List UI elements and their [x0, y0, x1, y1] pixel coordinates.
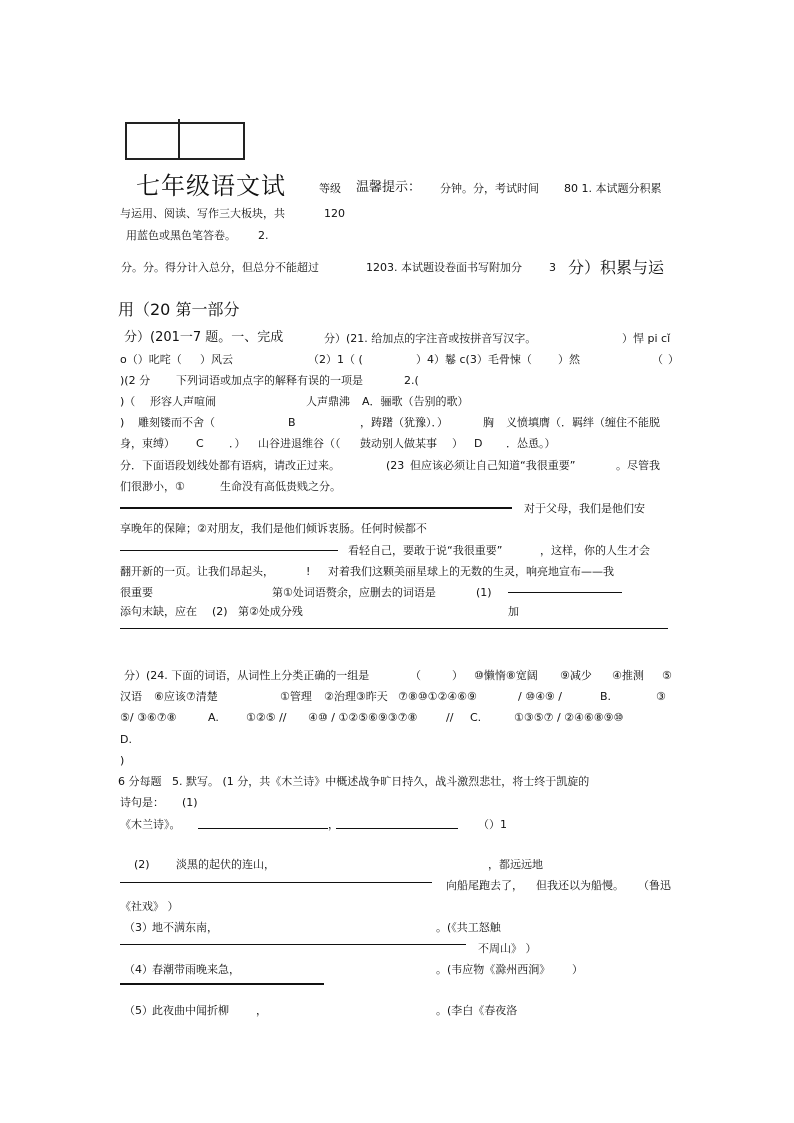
text-line: 《社戏》 ）	[120, 900, 179, 913]
text-line: （	[410, 669, 421, 682]
text-line: B.	[600, 690, 612, 703]
text-line: ⑥应该⑦清楚	[154, 690, 218, 703]
text-line: (2)	[134, 858, 150, 871]
text-line: 1203. 本试题设卷面书写附加分	[366, 261, 522, 274]
text-line: //	[446, 711, 454, 724]
text-line: ）	[572, 963, 583, 976]
text-line: 雕刻镂而不舍（	[138, 416, 215, 429]
text-line: C	[196, 437, 204, 450]
tip-number: 80 1. 本试题分积累	[564, 182, 662, 195]
text-line: )	[120, 754, 125, 767]
text-line: 但我还以为船慢。	[536, 879, 624, 892]
text-line: 。(《共工怒触	[436, 921, 501, 934]
text-line: ⑤	[662, 669, 672, 682]
text-line: ③	[656, 690, 666, 703]
text-line: 地不满东南，	[152, 921, 218, 934]
text-line: (23	[386, 459, 405, 472]
underline	[120, 983, 324, 985]
text-line: ②治理③昨天	[324, 690, 388, 703]
underline	[120, 882, 432, 883]
text-line: 5. 默写。 (1 分，共《木兰诗》中概述战争旷日持久，战斗激烈悲壮，将士终于凯旋的	[172, 775, 590, 788]
text-line: ）	[452, 437, 463, 450]
text-line: 淡黑的起伏的连山，	[176, 858, 275, 871]
text-line: 山谷进退维谷（（	[258, 437, 341, 450]
text-line: 120	[324, 207, 345, 220]
text-line: 义愤填膺（．羁绊（缠住不能脱	[506, 416, 660, 429]
text-line: （4）	[124, 963, 153, 976]
text-line: 向船尾跑去了，	[446, 879, 523, 892]
underline	[120, 944, 466, 945]
text-line: 分）(24. 下面的词语，从词性上分类正确的一组是	[124, 669, 370, 682]
text-line: o（）叱咤（	[120, 353, 182, 366]
underline	[120, 550, 338, 551]
text-line: ）风云	[200, 353, 233, 366]
text-line: ④推测	[612, 669, 644, 682]
text-line: 享晚年的保障；②对朋友，我们是他们倾诉衷肠。任何时候都不	[120, 522, 427, 535]
text-line: 们很渺小，①	[120, 480, 185, 493]
text-line: （）1	[478, 818, 507, 831]
text-line: ．）	[229, 437, 246, 450]
text-line: 下列词语或加点字的解释有误的一项是	[176, 374, 363, 387]
text-line: C.	[470, 711, 482, 724]
underline	[198, 828, 328, 829]
text-line: ，	[256, 1004, 267, 1017]
text-line: 人声鼎沸	[306, 395, 350, 408]
text-line: 此夜曲中闻折柳	[152, 1004, 229, 1017]
page-title: 七年级语文试	[136, 172, 286, 200]
text-line: ）4）鬈 c(3）毛骨悚（	[416, 353, 532, 366]
underline	[120, 507, 512, 509]
text-line: 加	[508, 605, 519, 618]
text-line: 对着我们这颗美丽星球上的无数的生灵，响亮地宣布——我	[328, 565, 614, 578]
grade-label: 等级	[319, 182, 341, 195]
text-line: 与运用、阅读、写作三大板块，共	[120, 207, 285, 220]
text-line: (2)	[212, 605, 228, 618]
section-heading: 用（20 第一部分	[118, 300, 240, 319]
text-line: ⑩懒惰⑧宽阔	[474, 669, 538, 682]
text-line: 2.	[258, 229, 269, 242]
text-line: 形容人声喧闹	[150, 395, 216, 408]
text-line: D	[474, 437, 483, 450]
text-line: ，都远远地	[488, 858, 543, 871]
text-line: ）然	[558, 353, 580, 366]
text-line: （2）1（ (	[308, 353, 363, 366]
text-line: 看轻自己，要敢于说“我很重要”	[348, 544, 503, 557]
text-line: 。(韦应物《滁州西涧》	[436, 963, 551, 976]
text-line: 很重要	[120, 586, 153, 599]
text-line: 分。分。得分计入总分，但总分不能超过	[121, 261, 319, 274]
text-line: ①②⑤ //	[246, 711, 287, 724]
score-box-divider	[178, 119, 180, 159]
text-line: 第①处词语赘余，应删去的词语是	[272, 586, 436, 599]
text-line: 第②处成分残	[238, 605, 303, 618]
text-line: 2.(	[404, 374, 419, 387]
text-line: / ⑩④⑨ /	[518, 690, 562, 703]
text-line: 鼓动别人做某事	[360, 437, 437, 450]
text-line: （3）	[124, 921, 153, 934]
text-line: 6 分每题	[118, 775, 162, 788]
text-line: ）	[668, 353, 679, 366]
text-line: 胸	[483, 416, 494, 429]
text-line: 对于父母，我们是他们安	[524, 502, 645, 515]
text-line: )(2 分	[120, 374, 151, 387]
text-line: B	[288, 416, 296, 429]
text-line: ④⑩ / ①②⑤⑥⑨③⑦⑧	[308, 711, 418, 724]
text-line: 汉语	[120, 690, 142, 703]
text-line: ⑦⑧⑩①②④⑥⑨	[398, 690, 477, 703]
text-line: 生命没有高低贵贱之分。	[220, 480, 341, 493]
text-line: 3	[549, 261, 556, 274]
text-line: ，	[328, 818, 339, 831]
text-line: （鲁迅	[638, 879, 671, 892]
text-line: A.	[208, 711, 219, 724]
text-line: 分．下面语段划线处都有语病，请改正过来。	[120, 459, 340, 472]
text-line: ①管理	[280, 690, 312, 703]
text-line: 身，束缚）	[120, 437, 175, 450]
text-line: ，踌躇（犹豫）．）	[360, 416, 448, 429]
text-line: ，这样，你的人生才会	[540, 544, 650, 557]
text-line: (1)	[182, 796, 198, 809]
text-line: 不周山》 ）	[478, 942, 537, 955]
underline	[336, 828, 458, 829]
score-box	[125, 122, 245, 160]
text-line: ．怂恿。）	[506, 437, 556, 450]
text-line: )（	[120, 395, 136, 408]
underline	[508, 592, 622, 593]
text-line: ）悍 pi cǐ	[622, 332, 671, 345]
tip-text: 分钟。分，考试时间	[440, 182, 539, 195]
text-line: 。尽管我	[616, 459, 660, 472]
text-line: D.	[120, 733, 132, 746]
text-line: 《木兰诗》。	[120, 818, 181, 831]
underline	[120, 628, 668, 629]
text-line: !	[306, 565, 311, 578]
text-line: )	[120, 416, 125, 429]
text-line: 。(李白《春夜洛	[436, 1004, 518, 1017]
text-line: 添句末缺，应在	[120, 605, 197, 618]
text-line: 诗句是：	[120, 796, 164, 809]
text-line: ）	[452, 669, 463, 682]
text-line: 春潮带雨晚来急，	[152, 963, 240, 976]
text-line: 分）(201一7 题。一、完成	[124, 330, 284, 345]
text-line: （	[652, 353, 663, 366]
text-line: 分）积累与运	[568, 258, 665, 277]
text-line: ①③⑤⑦ / ②④⑥⑧⑨⑩	[514, 711, 624, 724]
text-line: ⑤/ ③⑥⑦⑧	[120, 711, 177, 724]
text-line: 用蓝色或黑色笔答卷。	[126, 229, 236, 242]
text-line: (1)	[476, 586, 492, 599]
text-line: 翻开新的一页。让我们昂起头，	[120, 565, 274, 578]
text-line: A．骊歌（告别的歌）	[362, 395, 469, 408]
tip-label: 温馨提示：	[356, 180, 422, 195]
text-line: ⑨减少	[560, 669, 592, 682]
text-line: 分）(21. 给加点的字注音或按拼音写汉字。	[324, 332, 537, 345]
text-line: （5）	[124, 1004, 153, 1017]
text-line: 但应该必须让自己知道“我很重要”	[410, 459, 576, 472]
